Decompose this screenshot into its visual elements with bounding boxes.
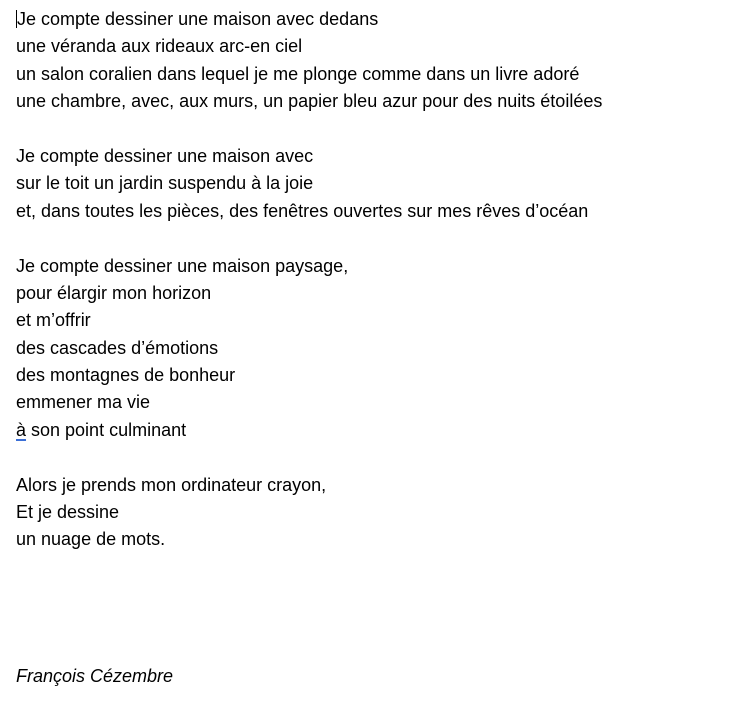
document-page[interactable]: [16, 6, 736, 691]
poem-line[interactable]: des cascades d’émotions: [16, 337, 219, 358]
poem-line[interactable]: Alors je prends mon ordinateur crayon,: [16, 474, 327, 495]
poem-line[interactable]: emmener ma vie: [16, 392, 151, 413]
poem-line[interactable]: Je compte dessiner une maison avec: [16, 145, 314, 166]
poem-line[interactable]: Et je dessine: [16, 502, 120, 523]
author-signature[interactable]: François Cézembre: [16, 666, 174, 687]
poem-line[interactable]: des montagnes de bonheur: [16, 365, 236, 386]
stanza-2: [16, 143, 736, 225]
poem-line[interactable]: sur le toit un jardin suspendu à la joie: [16, 173, 314, 194]
line-text: son point culminant: [26, 419, 187, 440]
poem-line[interactable]: pour élargir mon horizon: [16, 282, 212, 303]
poem-line[interactable]: [16, 417, 736, 444]
poem-line[interactable]: une véranda aux rideaux arc-en ciel: [16, 36, 303, 57]
first-letter: J: [17, 9, 26, 29]
poem-line[interactable]: Je compte dessiner une maison paysage,: [16, 255, 349, 276]
poem-line[interactable]: un salon coralien dans lequel je me plonge comme dans un livre adoré: [16, 63, 580, 84]
line-text: e compte dessiner une maison avec dedans: [26, 9, 379, 29]
stanza-1: [16, 6, 736, 116]
spellcheck-underlined-word[interactable]: à: [16, 419, 27, 440]
stanza-3: [16, 253, 736, 445]
poem-line[interactable]: une chambre, avec, aux murs, un papier bleu azur pour des nuits étoilées: [16, 91, 603, 112]
stanza-4: [16, 472, 736, 554]
poem-line[interactable]: et, dans toutes les pièces, des fenêtres ouvertes sur mes rêves d’océan: [16, 200, 589, 221]
poem-line[interactable]: et m’offrir: [16, 310, 91, 331]
poem-line[interactable]: un nuage de mots.: [16, 529, 166, 550]
poem-line[interactable]: [16, 6, 736, 33]
blank-space: [16, 581, 736, 663]
